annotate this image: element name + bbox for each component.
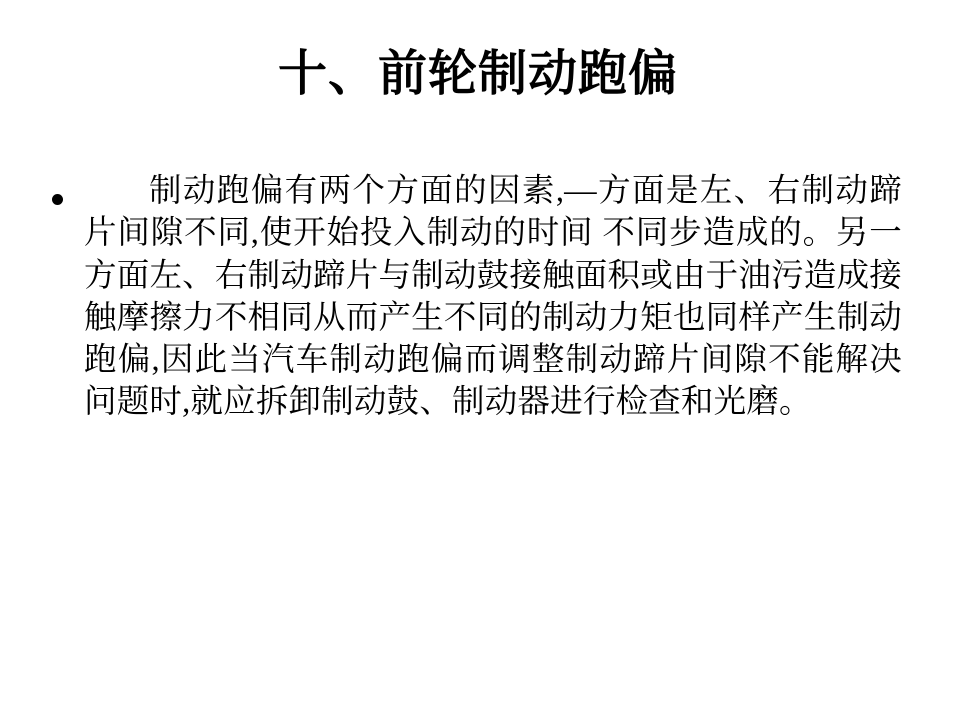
paragraph-text: 制动跑偏有两个方面的因素,—方面是左、右制动蹄片间隙不同,使开始投入制动的时间 不同步造成的。另一方面左、右制动蹄片与制动鼓接触面积或由于油污造成接触摩擦力不相同从而产生不同的制动力矩也同样产生制动跑偏,因此当汽车制动跑偏而调整制动蹄片间隙不能解决问题时,就应拆卸制动鼓、制动器进行检查和光磨。 bbox=[84, 173, 902, 421]
bullet-dot-icon bbox=[52, 170, 84, 210]
page-title: 十、前轮制动跑偏 bbox=[277, 46, 678, 101]
list-item bbox=[52, 170, 908, 424]
content-body bbox=[52, 170, 908, 424]
